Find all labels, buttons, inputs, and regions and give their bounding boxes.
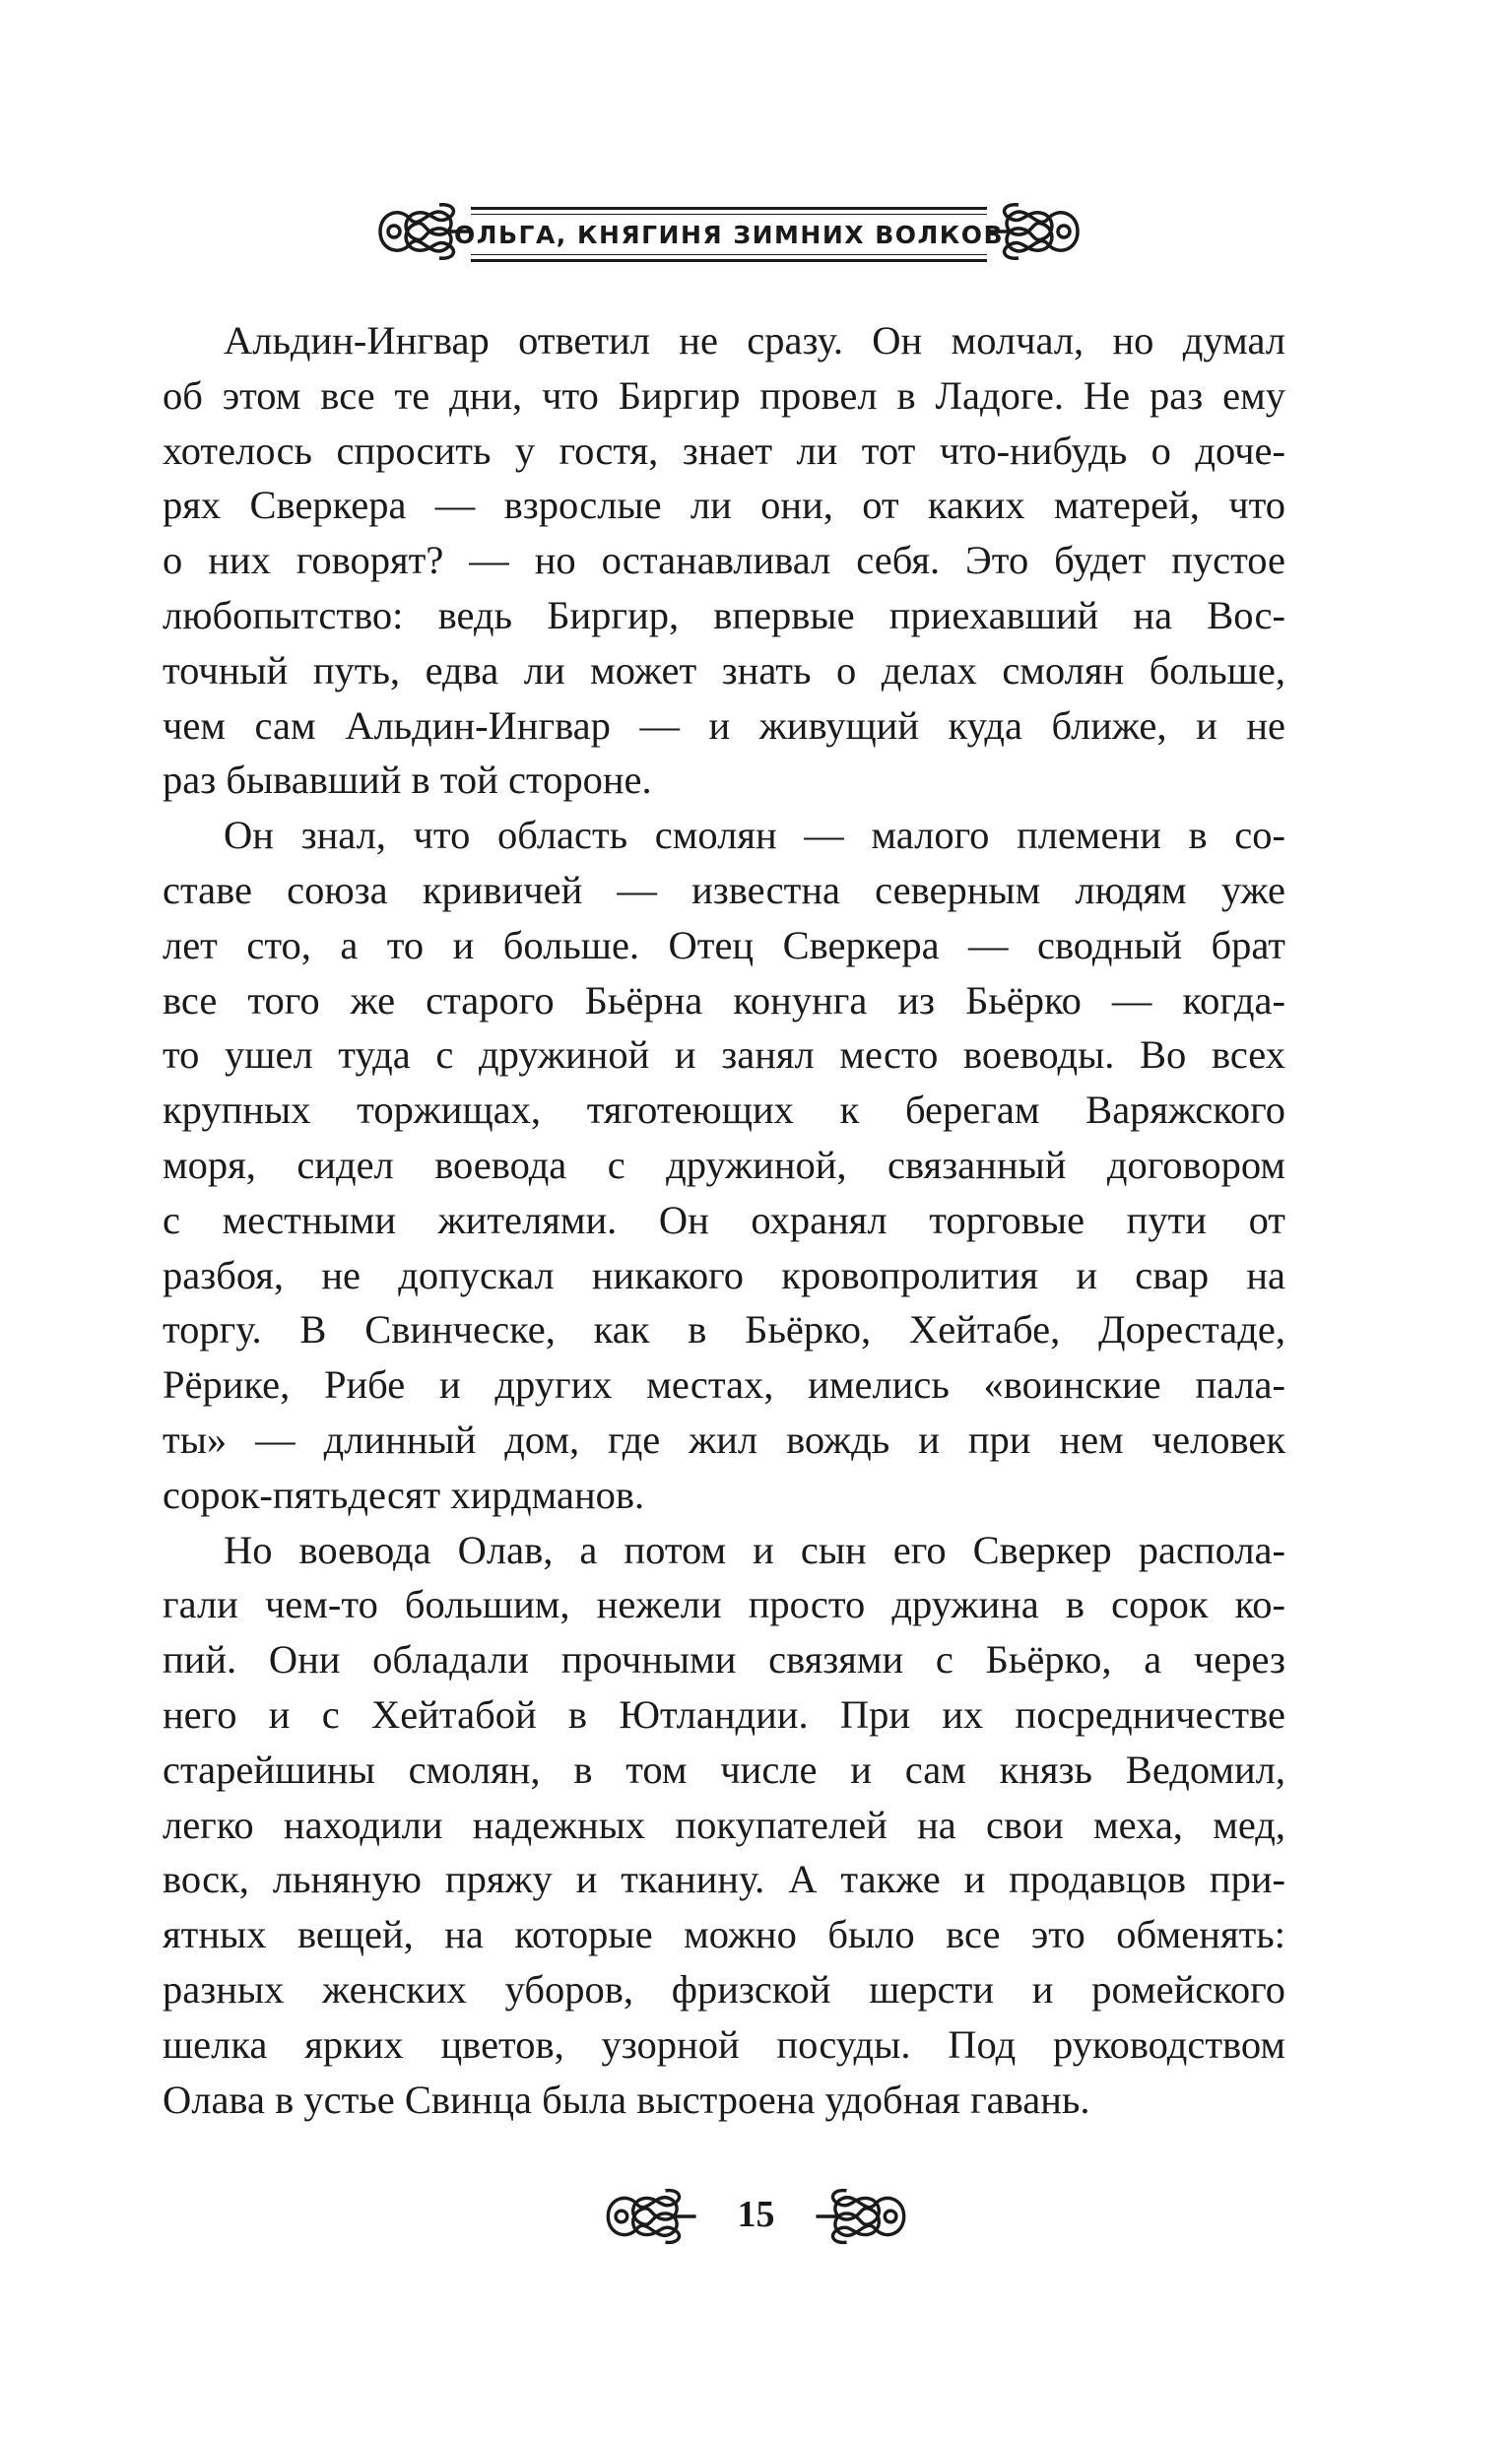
text-line: ятных вещей, на которые можно было все это обменять:	[163, 1912, 1285, 1957]
text-line: чем сам Альдин-Ингвар — и живущий куда ближе, и не	[163, 702, 1285, 748]
header-title: ОЛЬГА, КНЯГИНЯ ЗИМНИХ ВОЛКОВ	[453, 220, 1005, 249]
text-line: старейшины смолян, в том числе и сам князь Ведомил,	[163, 1747, 1285, 1792]
text-line: крупных торжищах, тяготеющих к берегам Варяжского	[163, 1088, 1285, 1133]
text-line: Рёрике, Рибе и других местах, имелись «воинские пала-	[163, 1362, 1285, 1408]
text-line: воск, льняную пряжу и тканину. А также и продавцов при-	[163, 1857, 1285, 1902]
text-line: все того же старого Бьёрна конунга из Бьёрко — когда-	[163, 977, 1285, 1023]
text-line: разных женских уборов, фризской шерсти и ромейского	[163, 1966, 1285, 2012]
page-number: 15	[737, 2194, 775, 2235]
text-line: разбоя, не допускал никакого кровопролития и свар на	[163, 1252, 1285, 1297]
text-line: сорок-пятьдесят хирдманов.	[163, 1472, 645, 1517]
text-line: торгу. В Свинческе, как в Бьёрко, Хейтабе, Дорестаде,	[163, 1307, 1285, 1353]
text-line: о них говорят? — но останавливал себя. Это будет пустое	[163, 538, 1285, 583]
body-text	[163, 313, 1285, 2127]
page-footer	[601, 2185, 911, 2248]
text-line: ставе союза кривичей — известна северным людям уже	[163, 867, 1285, 912]
text-line: Но воевода Олав, а потом и сын его Сверкер распола-	[224, 1527, 1285, 1572]
text-line: него и с Хейтабой в Ютландии. При их посредничестве	[163, 1691, 1285, 1737]
text-line: лет сто, а то и больше. Отец Сверкера — сводный брат	[163, 922, 1285, 967]
text-line: моря, сидел воевода с дружиной, связанный договором	[163, 1142, 1285, 1187]
text-line: любопытство: ведь Биргир, впервые приехавший на Вос-	[163, 592, 1285, 637]
text-line: об этом все те дни, что Биргир провел в Ладоге. Не раз ему	[163, 372, 1285, 418]
text-line: с местными жителями. Он охранял торговые пути от	[163, 1197, 1285, 1242]
text-line: легко находили надежных покупателей на свои меха, мед,	[163, 1802, 1285, 1847]
paragraph	[163, 1523, 1285, 2128]
text-line: гали чем-то большим, нежели просто дружина в сорок ко-	[163, 1582, 1285, 1627]
running-header	[374, 199, 1084, 268]
text-line: рях Сверкера — взрослые ли они, от каких матерей, что	[163, 483, 1285, 528]
paragraph	[163, 808, 1285, 1522]
text-line: точный путь, едва ли может знать о делах смолян больше,	[163, 647, 1285, 693]
header-title-frame	[453, 207, 1005, 262]
text-line: то ушел туда с дружиной и занял место воеводы. Во всех	[163, 1032, 1285, 1078]
text-line: Альдин-Ингвар ответил не сразу. Он молчал, но думал	[224, 318, 1285, 363]
text-line: раз бывавший в той стороне.	[163, 758, 652, 803]
paragraph	[163, 313, 1285, 808]
text-line: Олава в устье Свинца была выстроена удобная гавань.	[163, 2077, 1090, 2122]
celtic-knot-icon	[813, 2185, 911, 2248]
celtic-knot-icon	[985, 199, 1084, 264]
text-line: шелка ярких цветов, узорной посуды. Под руководством	[163, 2021, 1285, 2067]
text-line: хотелось спросить у гостя, знает ли тот что-нибудь о доче-	[163, 428, 1285, 473]
text-line: ты» — длинный дом, где жил вождь и при нем человек	[163, 1417, 1285, 1462]
text-line: пий. Они обладали прочными связями с Бьёрко, а через	[163, 1637, 1285, 1683]
text-line: Он знал, что область смолян — малого племени в со-	[224, 813, 1285, 858]
